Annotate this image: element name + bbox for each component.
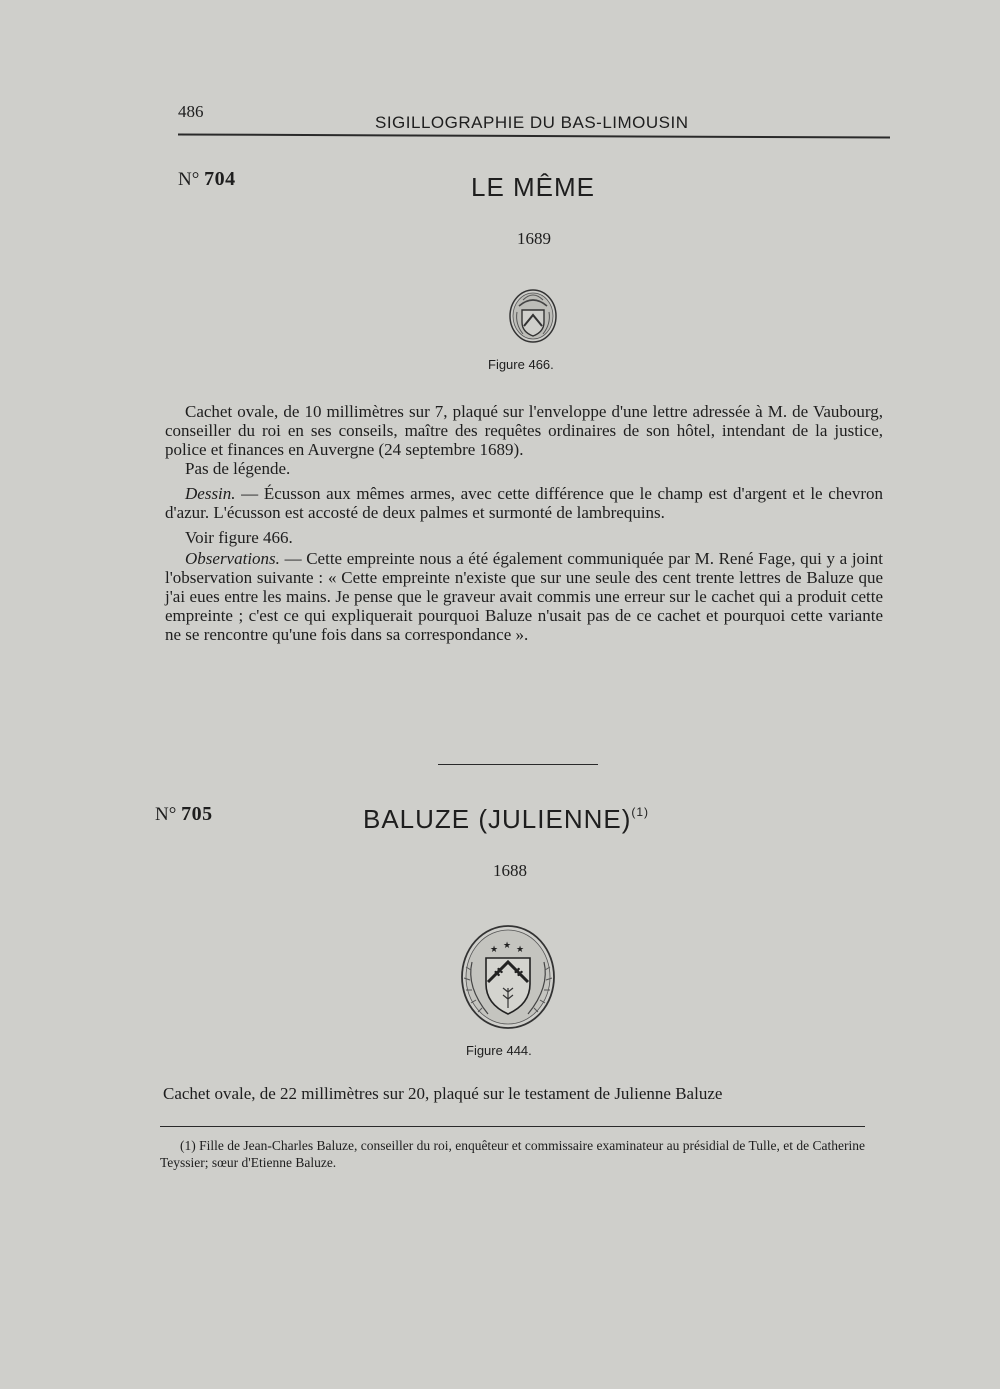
- footnote: [160, 1137, 865, 1171]
- legend-note: Pas de légende.: [185, 459, 291, 478]
- description-paragraph: Cachet ovale, de 10 millimètres sur 7, plaqué sur l'enveloppe d'une lettre adressée à M. de Vaubourg, conseiller du roi en ses conseils, maître des requêtes ordinaires de son hôtel, intendant de la justice, police et finances en Auvergne (24 septembre 1689).: [165, 402, 883, 459]
- entry-705-year: 1688: [493, 861, 527, 880]
- footnote-text: (1) Fille de Jean-Charles Baluze, conseiller du roi, enquêteur et commissaire examinateur au présidial de Tulle, et de Catherine Teyssier; sœur d'Etienne Baluze.: [160, 1138, 865, 1170]
- entry-number-value: 705: [181, 803, 213, 825]
- figure-466-caption: Figure 466.: [488, 357, 554, 372]
- observations-label: Observations.: [185, 549, 280, 568]
- entry-number-value: 704: [204, 168, 236, 190]
- entry-705-number: [155, 803, 213, 826]
- footnote-rule: [160, 1126, 865, 1127]
- entry-704-title: LE MÊME: [471, 172, 596, 202]
- dessin-label: Dessin.: [185, 484, 236, 503]
- entry-705-title: [363, 804, 649, 835]
- seal-444-image: [458, 922, 558, 1032]
- entry-number-prefix: N°: [155, 804, 177, 825]
- svg-text:✣: ✣: [514, 966, 524, 979]
- section-separator: [438, 764, 598, 765]
- running-title: SIGILLOGRAPHIE DU BAS-LIMOUSIN: [375, 113, 689, 132]
- description-paragraph: Cachet ovale, de 22 millimètres sur 20, plaqué sur le testament de Julienne Baluze: [163, 1084, 723, 1103]
- seal-466-image: [505, 286, 561, 344]
- figure-444-caption: Figure 444.: [466, 1043, 532, 1058]
- entry-704-body: [165, 402, 883, 644]
- header-rule: [178, 133, 890, 138]
- voir-figure: Voir figure 466.: [185, 528, 293, 547]
- page-number: 486: [178, 102, 204, 121]
- entry-number-prefix: N°: [178, 169, 200, 190]
- dessin-paragraph: [165, 484, 883, 522]
- entry-704-year: 1689: [517, 229, 551, 248]
- entry-705-title-text: BALUZE (JULIENNE): [363, 804, 632, 834]
- entry-705-body: [163, 1084, 865, 1103]
- entry-704-number: [178, 168, 236, 191]
- svg-text:★: ★: [490, 945, 499, 955]
- observations-paragraph: [165, 549, 883, 644]
- svg-text:✣: ✣: [494, 966, 504, 979]
- svg-text:★: ★: [503, 941, 512, 951]
- svg-text:★: ★: [516, 945, 525, 955]
- footnote-mark: (1): [631, 805, 650, 819]
- observations-text: — Cette empreinte nous a été également communiquée par M. René Fage, qui y a joint l'observation suivante : « Cette empreinte n'existe que sur une seule des cent trente lettres de Baluze que j'ai eues entre les mains. Je pense que le graveur avait commis une erreur sur le cachet qui a produit cette empreinte ; c'est ce qui expliquerait pourquoi Baluze n'usait pas de ce cachet et pourquoi cette variante ne se rencontre qu'une fois dans sa correspondance ».: [165, 549, 883, 644]
- dessin-text: — Écusson aux mêmes armes, avec cette différence que le champ est d'argent et le chevron d'azur. L'écusson est accosté de deux palmes et surmonté de lambrequins.: [165, 484, 883, 522]
